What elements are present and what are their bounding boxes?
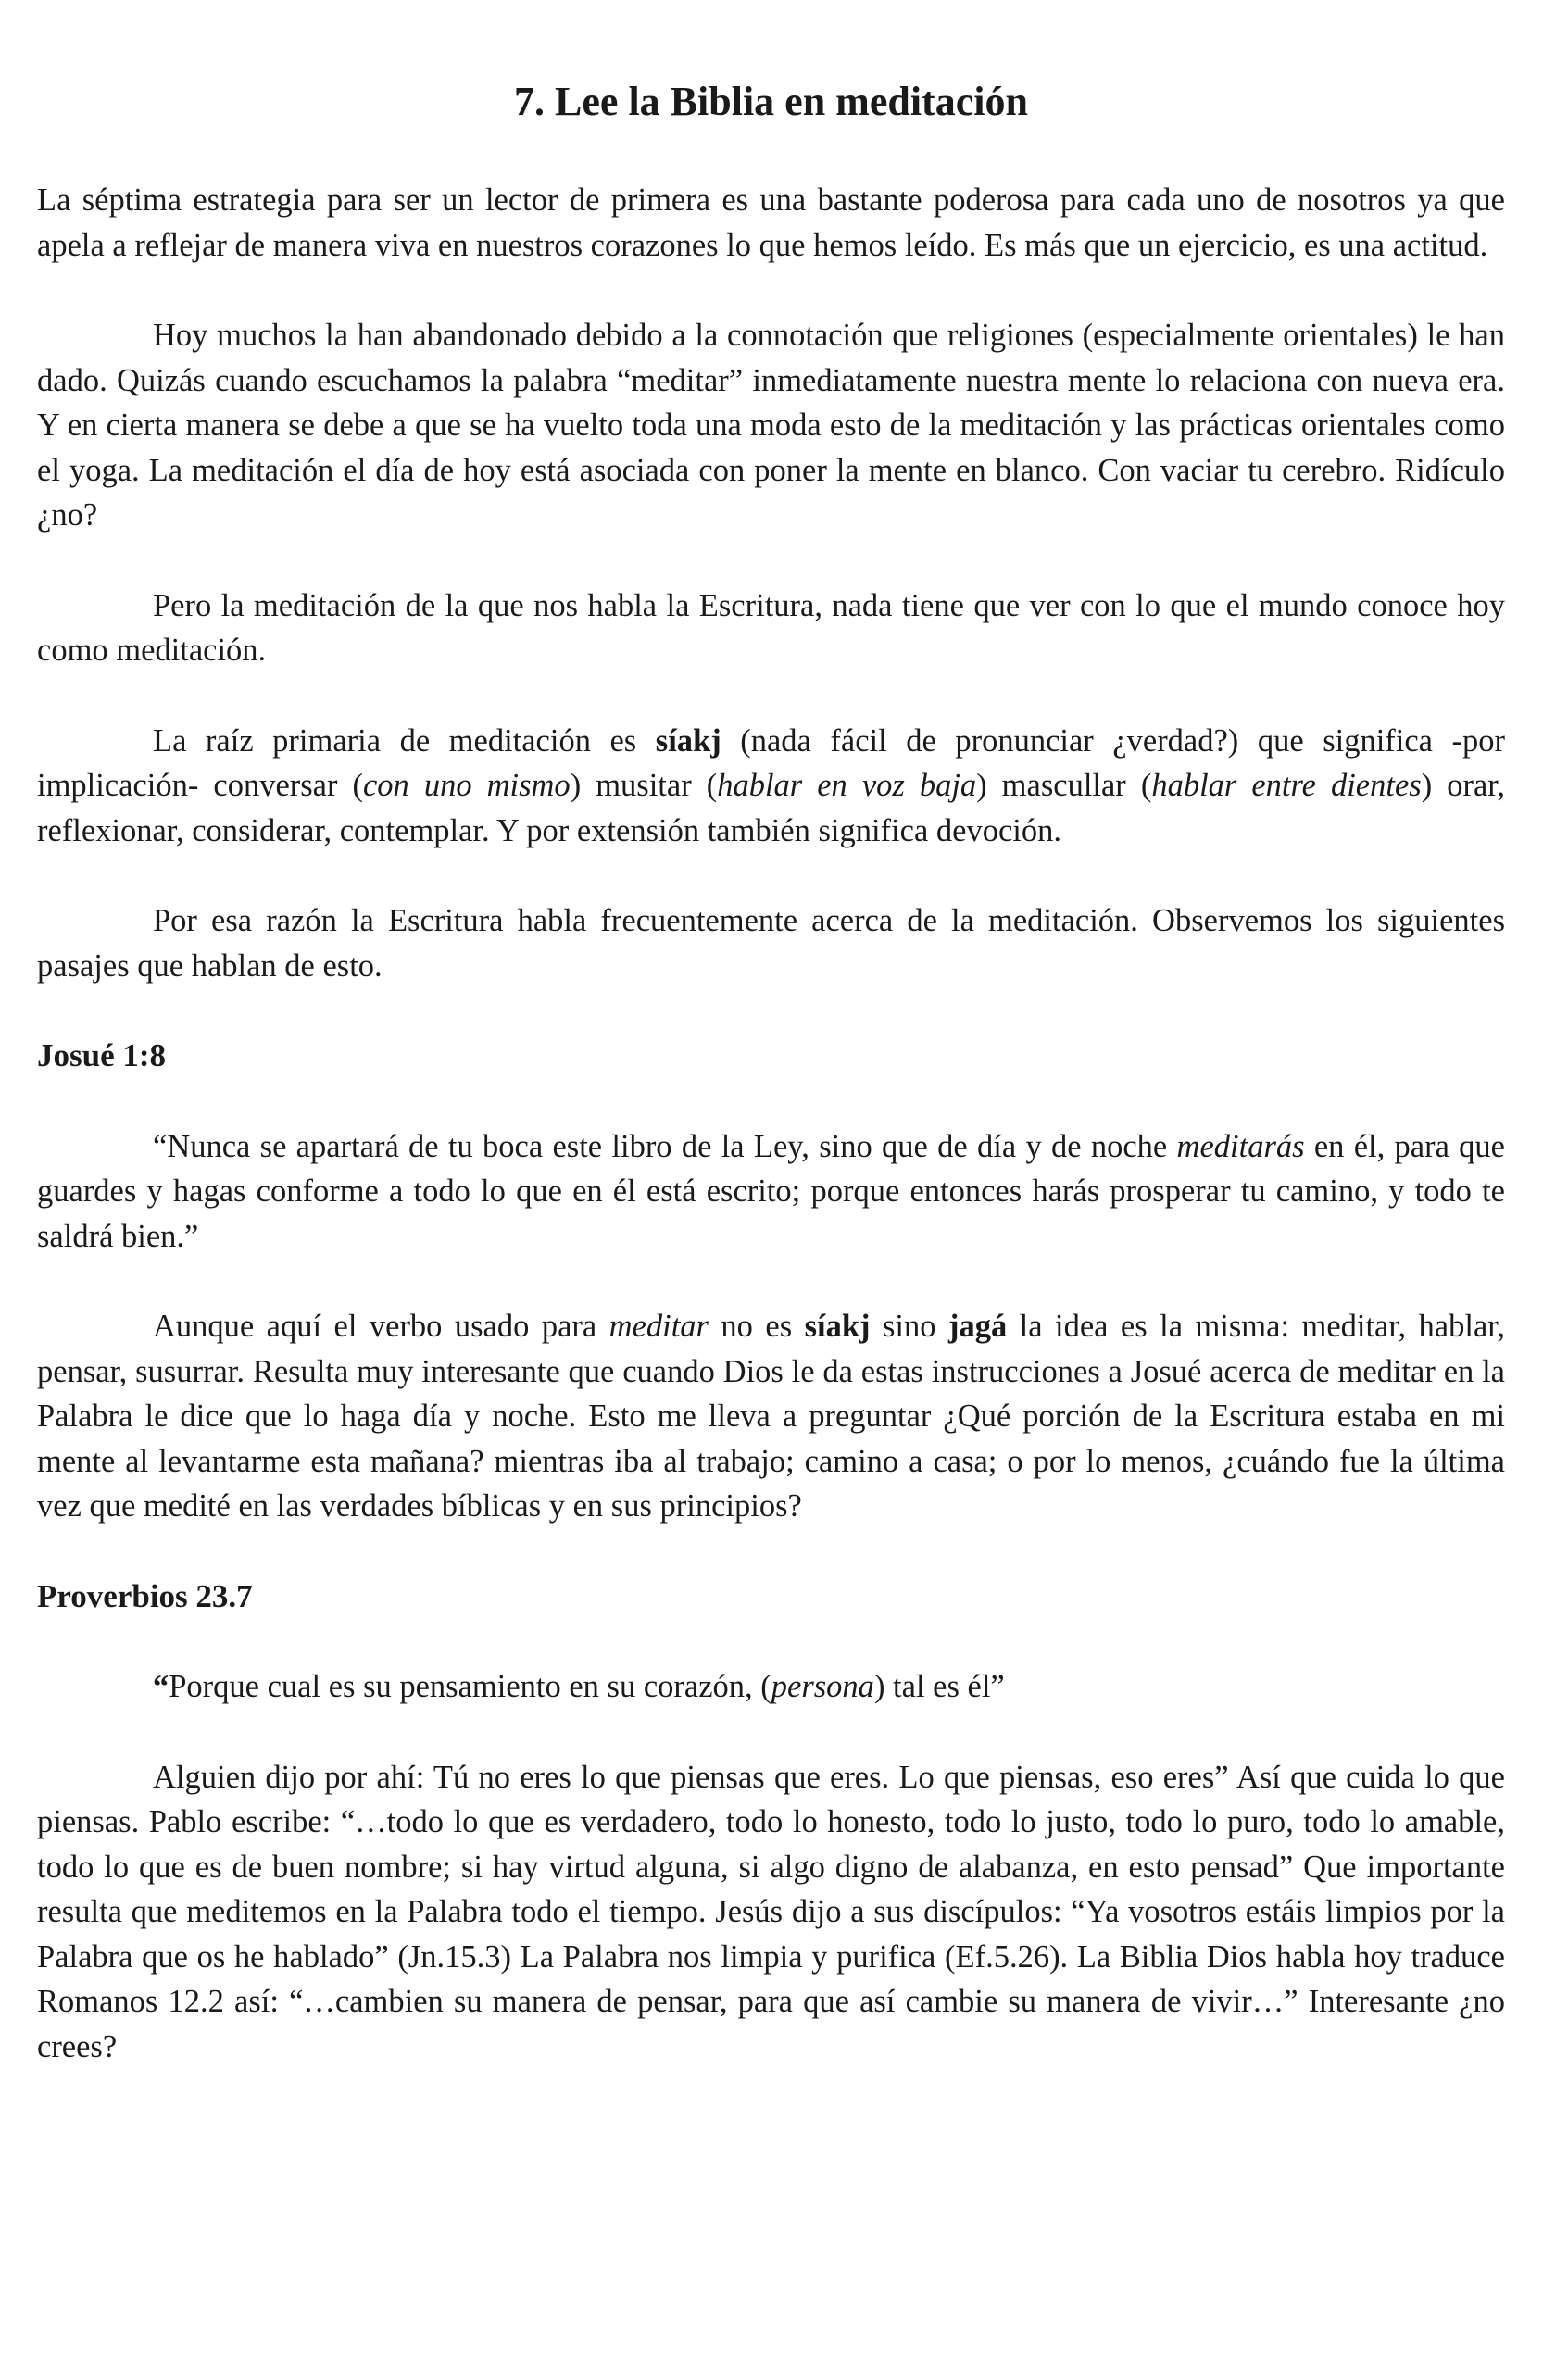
heading-josue: Josué 1:8: [37, 1037, 167, 1073]
gloss-italic: hablar en voz baja: [717, 768, 977, 803]
text-run: (nada fácil de pronunciar ¿verdad?) que significa -por implicación- conversar (: [37, 722, 1506, 803]
paragraph-connotation: Hoy muchos la han abandonado debido a la connotación que religiones (especialmente orientales) le han dado. Quizás cuando escuchamos la palabra “meditar” inmediatamente nuestra mente lo relaciona con nueva era. Y en cierta manera se debe a que se ha vuelto toda una moda esto de la meditación y las prácticas orientales como el yoga. La meditación el día de hoy está asociada con poner la mente en blanco. Con vaciar tu cerebro. Ridículo ¿no?: [37, 318, 1505, 533]
paragraph-intro: La séptima estrategia para ser un lector de primera es una bastante poderosa para cada uno de nosotros ya que apela a reflejar de manera viva en nuestros corazones lo que hemos leído. Es más que un ejercicio, es una actitud.: [37, 182, 1505, 263]
heading-proverbios: Proverbios 23.7: [37, 1577, 253, 1614]
hebrew-term-siakj: síakj: [655, 722, 721, 759]
gloss-italic: hablar entre dientes: [1151, 768, 1422, 803]
text-run: en él, para que guardes y hagas conforme a todo lo que en él está escrito; porque entonces harás prosperar tu camino, y todo te saldrá bien.”: [37, 1128, 1506, 1254]
text-run: ) orar, reflexionar, considerar, contemplar. Y por extensión también significa devoción.: [37, 768, 1505, 848]
text-run: Aunque aquí el verbo usado para: [153, 1309, 609, 1344]
hebrew-term-siakj: síakj: [804, 1309, 871, 1344]
text-run: sino: [870, 1309, 948, 1344]
paragraph-root-meaning: [37, 719, 1505, 854]
open-quote-bold: “: [153, 1669, 169, 1704]
gloss-italic: con uno mismo: [362, 768, 571, 803]
emphasis-italic: persona: [771, 1669, 874, 1704]
paragraph-passages-intro: Por esa razón la Escritura habla frecuentemente acerca de la meditación. Observemos los siguientes pasajes que hablan de esto.: [37, 903, 1505, 984]
paragraph-jaga: [37, 1304, 1505, 1529]
text-run: Porque cual es su pensamiento en su corazón, (: [169, 1669, 771, 1704]
hebrew-term-jaga: jagá: [947, 1309, 1008, 1344]
paragraph-conclusion: Alguien dijo por ahí: Tú no eres lo que piensas que eres. Lo que piensas, eso eres” Así que cuida lo que piensas. Pablo escribe: “…todo lo que es verdadero, todo lo honesto, todo lo justo, todo lo puro, todo lo amable, todo lo que es de buen nombre; si hay virtud alguna, si algo digno de alabanza, en esto pensad” Que importante resulta que meditemos en la Palabra todo el tiempo. Jesús dijo a sus discípulos: “Ya vosotros estáis limpios por la Palabra que os he hablado” (Jn.15.3) La Palabra nos limpia y purifica (Ef.5.26). La Biblia Dios habla hoy traduce Romanos 12.2 así: “…cambien su manera de pensar, para que así cambie su manera de vivir…” Interesante ¿no crees?: [37, 1759, 1505, 2064]
quote-josue: [37, 1124, 1505, 1260]
text-run: no es: [708, 1309, 805, 1344]
emphasis-italic: meditar: [608, 1309, 709, 1344]
page-title: 7. Lee la Biblia en meditación: [514, 79, 1028, 124]
text-run: ) mascullar (: [976, 768, 1152, 803]
paragraph-scripture-meditation: Pero la meditación de la que nos habla la Escritura, nada tiene que ver con lo que el mundo conoce hoy como meditación.: [37, 587, 1505, 668]
emphasis-italic: meditarás: [1176, 1128, 1305, 1164]
text-run: ) tal es él”: [873, 1669, 1005, 1704]
quote-proverbios: [37, 1664, 1505, 1710]
text-run: la idea es la misma: meditar, hablar, pensar, susurrar. Resulta muy interesante que cuando Dios le da estas instrucciones a Josué acerca de meditar en la Palabra le dice que lo haga día y noche. Esto me lleva a preguntar ¿Qué porción de la Escritura estaba en mi mente al levantarme esta mañana? mientras iba al trabajo; camino a casa; o por lo menos, ¿cuándo fue la última vez que medité en las verdades bíblicas y en sus principios?: [37, 1309, 1506, 1524]
text-run: “Nunca se apartará de tu boca este libro de la Ley, sino que de día y de noche: [153, 1128, 1177, 1164]
text-run: La raíz primaria de meditación es: [153, 722, 656, 759]
text-run: ) musitar (: [570, 768, 718, 803]
